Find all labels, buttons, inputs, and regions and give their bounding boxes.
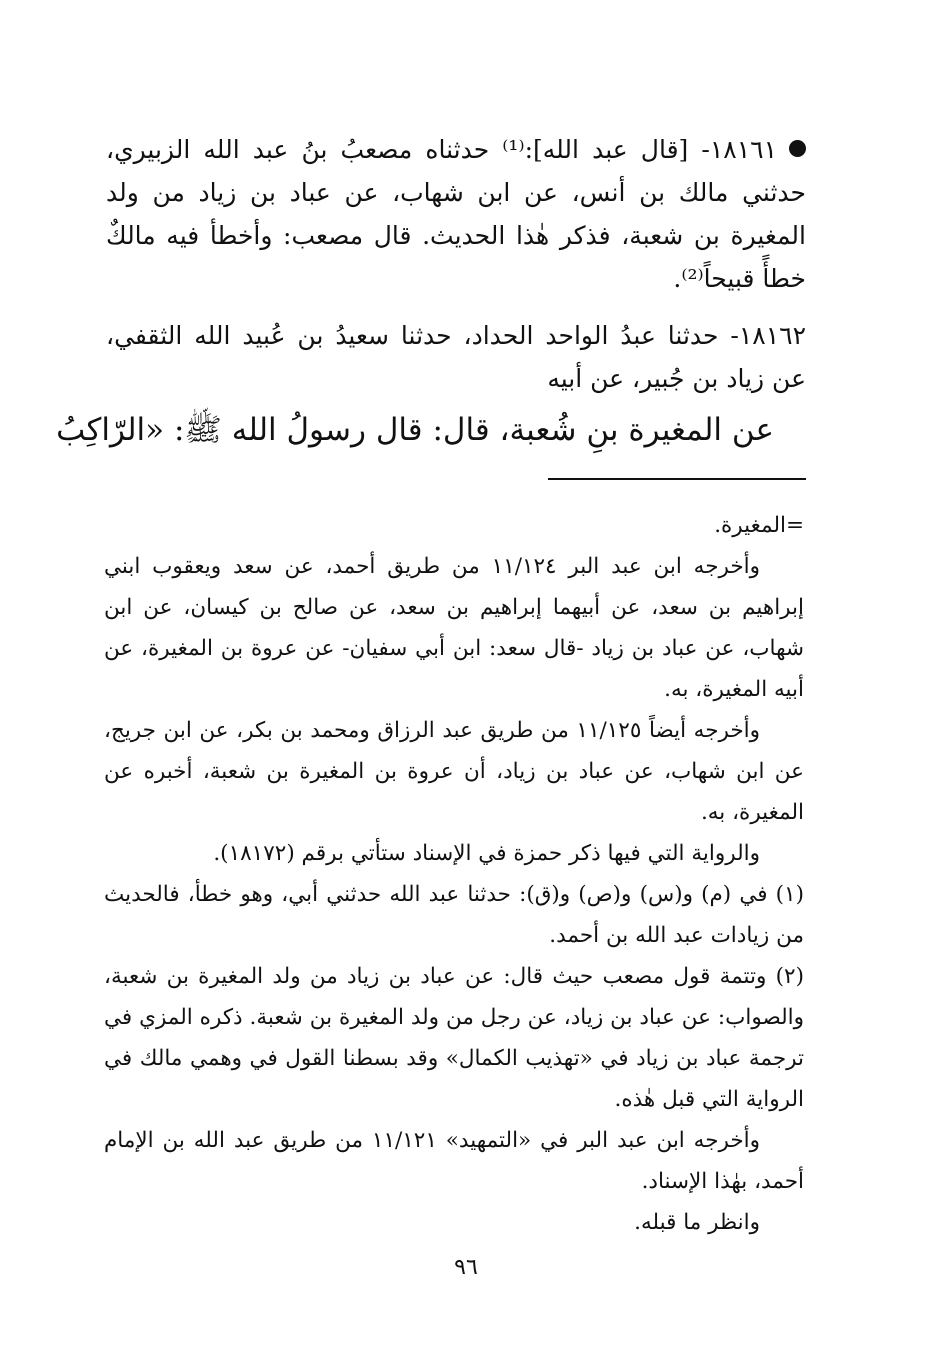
entry-18161-text: ١٨١٦١- [قال عبد الله]:⁽¹⁾ حدثناه مصعبُ بنُ عبد الله الزبيري، حدثني مالك بن أنس، عن ابن شهاب، عن عباد بن زياد من ولد المغيرة بن شعبة، فذكر هٰذا الحديث. قال مصعب: وأخطأ فيه مالكٌ خطأً قبيحاً⁽²⁾. xyxy=(106,135,806,293)
hadith-entry-18162 xyxy=(106,314,806,400)
footnote-2: (٢) وتتمة قول مصعب حيث قال: عن عباد بن زياد من ولد المغيرة بن شعبة، والصواب: عن عباد بن زياد، عن رجل من ولد المغيرة بن شعبة. ذكره المزي في ترجمة عباد بن زياد في «تهذيب الكمال» وقد بسطنا القول في وهمي مالك في الرواية التي قبل هٰذه. xyxy=(104,964,804,1112)
bullet-icon xyxy=(789,140,806,157)
entry-18162-text: ١٨١٦٢- حدثنا عبدُ الواحد الحداد، حدثنا سعيدُ بن عُبيد الله الثقفي، عن زياد بن جُبير، عن أبيه xyxy=(106,321,806,393)
hadith-matn-line: عن المغيرة بنِ شُعبة، قال: قال رسولُ الله ﷺ: «الرّاكِبُ xyxy=(56,412,774,448)
footnote-paragraph: وأخرجه أيضاً ١١/١٢٥ من طريق عبد الرزاق ومحمد بن بكر، عن ابن جريج، عن ابن شهاب، عن عباد بن زياد، أن عروة بن المغيرة بن شعبة، أخبره عن المغيرة، به. xyxy=(104,718,804,825)
footnote-separator xyxy=(548,478,806,480)
page-number: ٩٦ xyxy=(454,1255,478,1280)
footnote-1: (١) في (م) و(س) و(ص) و(ق): حدثنا عبد الله حدثني أبي، وهو خطأ، فالحديث من زيادات عبد الله بن أحمد. xyxy=(104,882,804,948)
footnote-continuation: =المغيرة. xyxy=(714,513,804,538)
footnote-paragraph: وأخرجه ابن عبد البر ١١/١٢٤ من طريق أحمد، عن سعد ويعقوب ابني إبراهيم بن سعد، عن أبيهما إبراهيم بن سعد، عن صالح بن كيسان، عن ابن شهاب، عن عباد بن زياد -قال سعد: ابن أبي سفيان- عن عروة بن المغيرة، عن أبيه المغيرة، به. xyxy=(104,554,804,702)
footnote-paragraph: والرواية التي فيها ذكر حمزة في الإسناد ستأتي برقم (١٨١٧٢). xyxy=(213,841,760,866)
footnote-paragraph: وأخرجه ابن عبد البر في «التمهيد» ١١/١٢١ من طريق عبد الله بن الإمام أحمد، بهٰذا الإسناد. xyxy=(104,1128,804,1194)
hadith-entry-18161 xyxy=(106,128,806,300)
footnotes xyxy=(104,505,804,1243)
footnote-paragraph: وانظر ما قبله. xyxy=(634,1210,760,1235)
